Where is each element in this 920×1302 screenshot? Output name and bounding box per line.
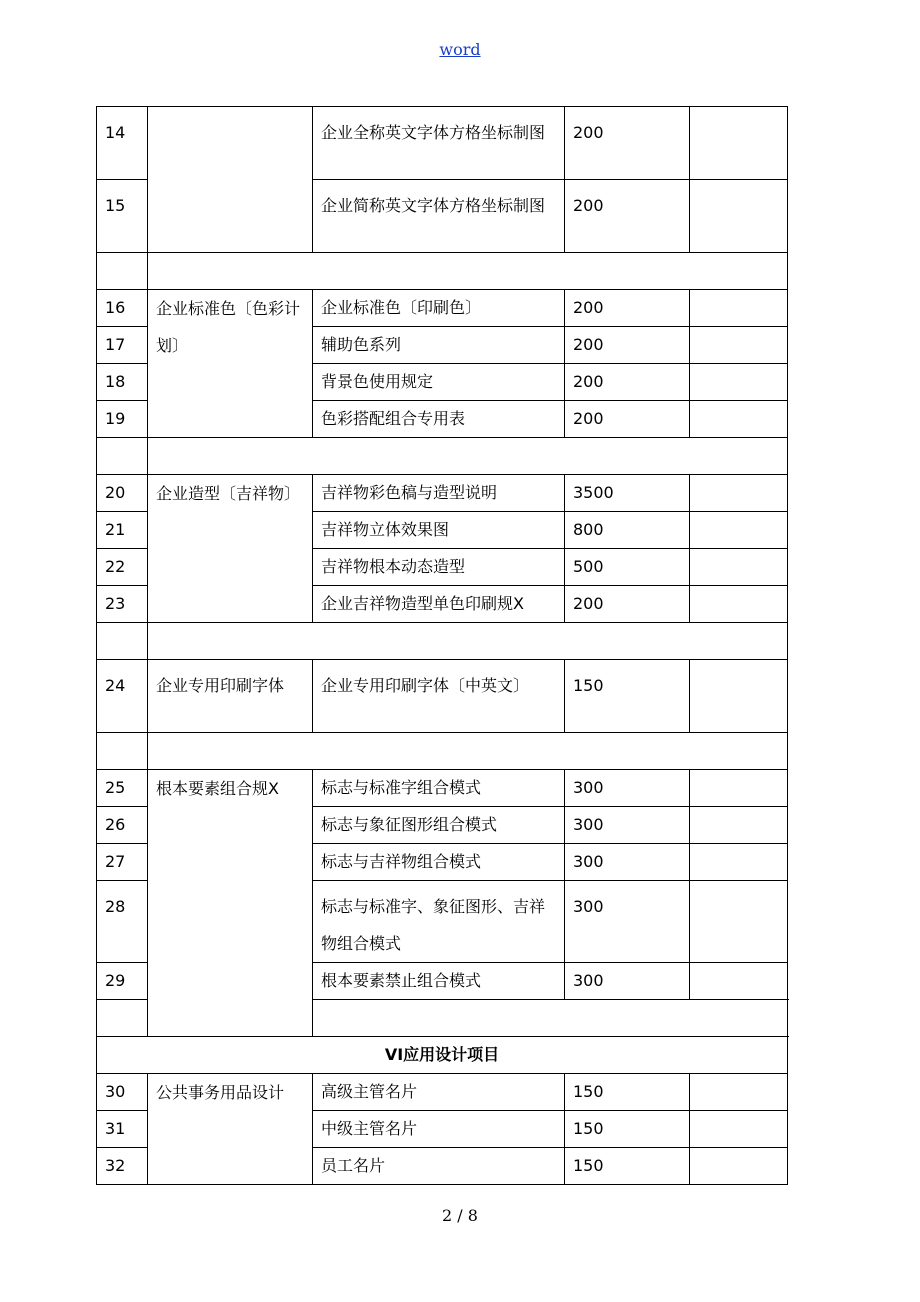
item-cell: 色彩搭配组合专用表	[313, 401, 565, 438]
blank-cell	[690, 327, 788, 364]
price-cell: 800	[565, 512, 690, 549]
group-color: 企业标准色〔色彩计划〕	[148, 290, 313, 438]
blank-cell	[690, 475, 788, 512]
blank-cell	[690, 844, 788, 881]
row-number: 19	[97, 401, 148, 438]
blank-cell	[690, 290, 788, 327]
spacer-row	[97, 623, 788, 660]
row-number: 30	[97, 1074, 148, 1111]
row-number: 15	[97, 180, 148, 253]
price-cell: 150	[565, 660, 690, 733]
item-cell: 背景色使用规定	[313, 364, 565, 401]
blank-cell	[690, 1074, 788, 1111]
price-cell: 200	[565, 586, 690, 623]
price-cell: 300	[565, 844, 690, 881]
item-cell: 企业简称英文字体方格坐标制图	[313, 180, 565, 253]
spacer-row	[97, 733, 788, 770]
item-cell: 高级主管名片	[313, 1074, 565, 1111]
blank-cell	[690, 364, 788, 401]
price-cell: 150	[565, 1074, 690, 1111]
blank-cell	[690, 549, 788, 586]
blank-cell	[690, 586, 788, 623]
row-number: 16	[97, 290, 148, 327]
section-row	[97, 1037, 788, 1074]
page-number: 2 / 8	[442, 1206, 478, 1225]
blank-cell	[690, 401, 788, 438]
row-number: 24	[97, 660, 148, 733]
item-cell: 员工名片	[313, 1148, 565, 1185]
spacer-row	[97, 253, 788, 290]
row-number: 17	[97, 327, 148, 364]
price-cell: 300	[565, 963, 690, 1000]
section-title: VI应用设计项目	[97, 1037, 788, 1074]
price-cell: 150	[565, 1148, 690, 1185]
item-cell: 企业吉祥物造型单色印刷规X	[313, 586, 565, 623]
price-cell: 150	[565, 1111, 690, 1148]
blank-cell	[690, 1148, 788, 1185]
group-font: 企业专用印刷字体	[148, 660, 313, 733]
row-number: 32	[97, 1148, 148, 1185]
row-number: 23	[97, 586, 148, 623]
row-number: 31	[97, 1111, 148, 1148]
item-cell: 标志与标准字、象征图形、吉祥物组合模式	[313, 881, 565, 963]
row-number: 20	[97, 475, 148, 512]
item-cell: 根本要素禁止组合模式	[313, 963, 565, 1000]
row-number: 18	[97, 364, 148, 401]
blank-cell	[690, 107, 788, 180]
item-cell: 标志与象征图形组合模式	[313, 807, 565, 844]
group-mascot: 企业造型〔吉祥物〕	[148, 475, 313, 623]
item-cell: 标志与吉祥物组合模式	[313, 844, 565, 881]
price-cell: 300	[565, 881, 690, 963]
table-row	[97, 1074, 788, 1111]
price-table	[96, 106, 788, 1185]
row-number: 14	[97, 107, 148, 180]
price-cell: 200	[565, 107, 690, 180]
item-cell: 吉祥物立体效果图	[313, 512, 565, 549]
table-row	[97, 475, 788, 512]
price-cell: 300	[565, 807, 690, 844]
blank-cell	[690, 963, 788, 1000]
blank-cell	[690, 660, 788, 733]
price-cell: 200	[565, 180, 690, 253]
blank-cell	[690, 770, 788, 807]
blank-cell	[690, 807, 788, 844]
row-number: 28	[97, 881, 148, 963]
item-cell: 吉祥物根本动态造型	[313, 549, 565, 586]
item-cell: 中级主管名片	[313, 1111, 565, 1148]
group-office: 公共事务用品设计	[148, 1074, 313, 1185]
price-cell: 3500	[565, 475, 690, 512]
item-cell: 辅助色系列	[313, 327, 565, 364]
price-cell: 300	[565, 770, 690, 807]
row-number: 22	[97, 549, 148, 586]
header-word-link[interactable]: word	[439, 40, 481, 59]
blank-cell	[690, 1111, 788, 1148]
table-row	[97, 660, 788, 733]
price-cell: 200	[565, 290, 690, 327]
price-cell: 500	[565, 549, 690, 586]
row-number: 29	[97, 963, 148, 1000]
price-cell: 200	[565, 327, 690, 364]
group-cell	[148, 107, 313, 253]
price-cell: 200	[565, 364, 690, 401]
spacer-row	[97, 438, 788, 475]
item-cell: 标志与标准字组合模式	[313, 770, 565, 807]
row-number: 25	[97, 770, 148, 807]
blank-cell	[690, 512, 788, 549]
item-cell: 企业标准色〔印刷色〕	[313, 290, 565, 327]
row-number: 27	[97, 844, 148, 881]
table-row	[97, 107, 788, 180]
row-number: 21	[97, 512, 148, 549]
price-cell: 200	[565, 401, 690, 438]
table-row	[97, 770, 788, 807]
item-cell: 企业全称英文字体方格坐标制图	[313, 107, 565, 180]
blank-cell	[690, 881, 788, 963]
table-row	[97, 290, 788, 327]
blank-cell	[690, 180, 788, 253]
row-number: 26	[97, 807, 148, 844]
group-combo: 根本要素组合规X	[148, 770, 313, 1037]
item-cell: 企业专用印刷字体〔中英文〕	[313, 660, 565, 733]
item-cell: 吉祥物彩色稿与造型说明	[313, 475, 565, 512]
